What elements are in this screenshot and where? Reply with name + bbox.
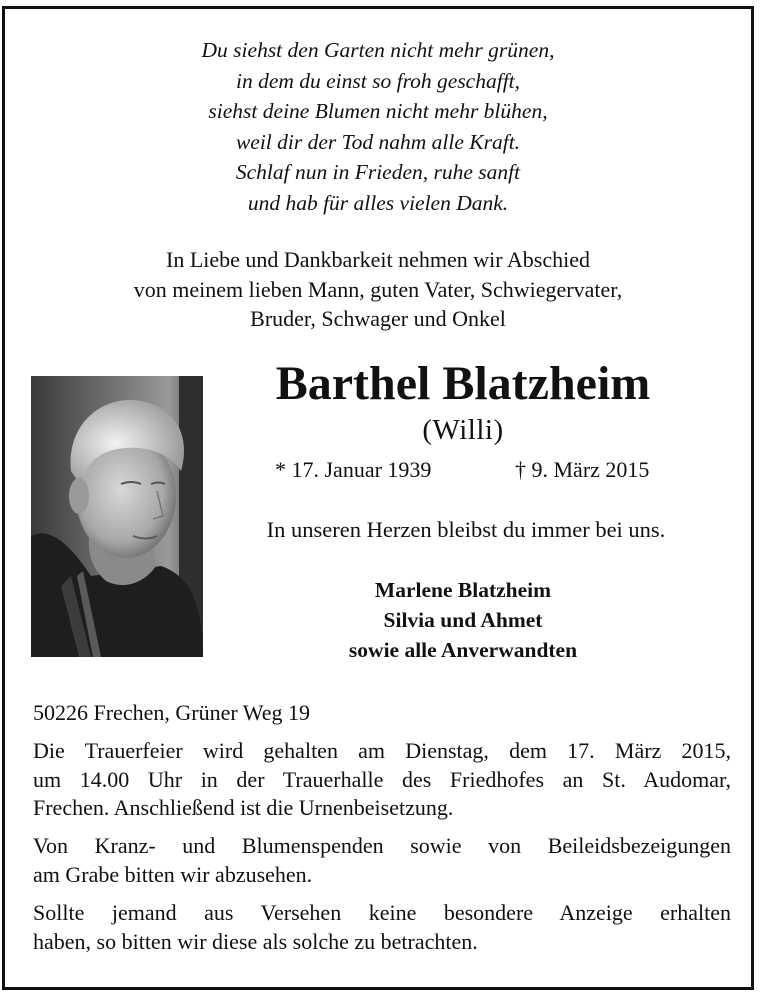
notice-details <box>33 699 731 965</box>
poem-line: Du siehst den Garten nicht mehr grünen, <box>201 38 555 62</box>
notice-paragraph <box>33 899 731 957</box>
intro-line: von meinem lieben Mann, guten Vater, Schwiegervater, <box>133 276 623 302</box>
notice-frame <box>2 6 754 990</box>
deceased-nickname: (Willi) <box>422 414 504 446</box>
deceased-name: Barthel Blatzheim <box>275 357 651 410</box>
poem-line: weil dir der Tod nahm alle Kraft. <box>235 129 521 154</box>
memorial-poem <box>5 35 751 218</box>
intro-line: In Liebe und Dankbarkeit nehmen wir Abschied <box>166 247 590 272</box>
text-line: am Grabe bitten wir abzusehen. <box>33 861 313 887</box>
farewell-intro <box>5 245 751 334</box>
intro-line: Bruder, Schwager und Onkel <box>250 306 506 331</box>
text-line: Frechen. Anschließend ist die Urnenbeisetzung. <box>33 795 454 821</box>
address: 50226 Frechen, Grüner Weg 19 <box>33 700 311 725</box>
birth-date: * 17. Januar 1939 <box>275 457 432 482</box>
poem-line: in dem du einst so froh geschafft, <box>235 68 521 93</box>
mourners-list <box>215 575 711 665</box>
mourner: Silvia und Ahmet <box>383 608 543 632</box>
text-line: um 14.00 Uhr in der Trauerhalle des Friedhofes an St. Audomar, <box>33 766 731 792</box>
poem-line: Schlaf nun in Frieden, ruhe sanft <box>235 160 521 184</box>
motto: In unseren Herzen bleibst du immer bei uns. <box>266 517 666 542</box>
donations-paragraph <box>33 832 731 890</box>
address-paragraph <box>33 699 731 728</box>
text-line: Von Kranz- und Blumenspenden sowie von Beileidsbezeigungen <box>33 833 731 859</box>
portrait-photo <box>31 376 203 657</box>
funeral-paragraph <box>33 737 731 823</box>
text-line: Die Trauerfeier wird gehalten am Dienstag, dem 17. März 2015, <box>33 737 731 763</box>
mourner: sowie alle Anverwandten <box>348 638 578 662</box>
mourner: Marlene Blatzheim <box>374 578 552 602</box>
poem-line: und hab für alles vielen Dank. <box>247 190 509 215</box>
poem-line: siehst deine Blumen nicht mehr blühen, <box>208 99 548 123</box>
text-line: Sollte jemand aus Versehen keine besondere Anzeige erhalten <box>33 899 731 925</box>
death-date: † 9. März 2015 <box>515 457 650 482</box>
text-line: haben, so bitten wir diese als solche zu betrachten. <box>33 928 478 954</box>
